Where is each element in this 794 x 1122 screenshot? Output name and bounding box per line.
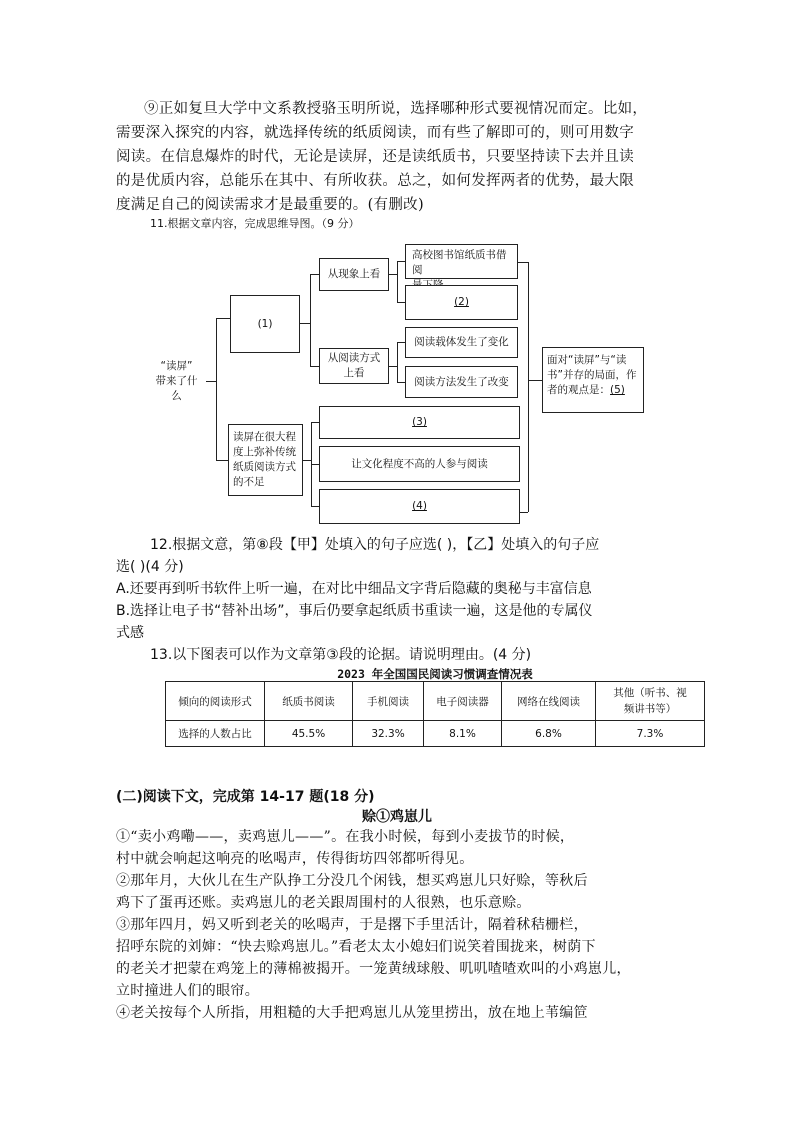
leaf-blank-2 — [405, 285, 518, 320]
leaf-carrier-changed — [405, 327, 518, 358]
leaf-label: 让文化程度不高的人参与阅读 — [351, 457, 488, 470]
table-header-cell: 网络在线阅读 — [502, 682, 596, 721]
paragraph-line: 阅读。在信息爆炸的时代，无论是读屏，还是读纸质书，只要坚持读下去并且读 — [116, 149, 634, 165]
connector — [397, 261, 405, 262]
table-cell: 6.8% — [502, 721, 596, 747]
branch-2-node — [228, 424, 303, 496]
header-line: 频讲书等） — [623, 703, 677, 715]
node-line: 纸质阅读方式 — [233, 461, 296, 473]
blank-label: (3) — [412, 416, 427, 428]
leaf-line: 高校图书馆纸质书借阅 — [412, 249, 507, 276]
survey-table — [165, 681, 705, 747]
connector — [528, 262, 529, 512]
connector — [397, 382, 405, 383]
story-line: ①“卖小鸡嘞——，卖鸡崽儿——”。在我小时候，每到小麦拔节的时候， — [116, 829, 575, 845]
leaf-label: 阅读方法发生了改变 — [414, 375, 509, 388]
blank-label: (5) — [610, 384, 625, 396]
node-line: 书”并存的局面，作 — [547, 369, 637, 381]
blank-label: (4) — [412, 500, 427, 512]
phenomenon-node — [319, 258, 389, 291]
story-line: ②那年月，大伙儿在生产队挣工分没几个闲钱，想买鸡崽儿只好赊，等秋后 — [116, 873, 588, 889]
story-line: 招呼东院的刘婶：“快去赊鸡崽儿。”看老太太小媳妇们说笑着围拢来，树荫下 — [116, 939, 596, 955]
option-a: A.还要再到听书软件上听一遍，在对比中细品文字背后隐藏的奥秘与丰富信息 — [116, 581, 592, 597]
table-row — [166, 721, 705, 747]
table-cell: 32.3% — [353, 721, 424, 747]
mind-map-root — [149, 352, 204, 410]
section-heading: (二)阅读下文，完成第 14-17 题(18 分) — [116, 789, 375, 805]
table-cell: 45.5% — [265, 721, 353, 747]
table-cell: 8.1% — [424, 721, 502, 747]
story-line: ④老关按每个人所指，用粗糙的大手把鸡崽儿从笼里捞出，放在地上苇编笸 — [116, 1005, 588, 1021]
connector — [520, 512, 528, 513]
connector — [311, 422, 319, 423]
node-line: 从阅读方式 — [327, 352, 381, 364]
blank-label: (1) — [257, 317, 273, 330]
table-header-cell: 纸质书阅读 — [265, 682, 353, 721]
root-line: 么 — [171, 389, 182, 402]
story-title: 赊①鸡崽儿 — [362, 809, 432, 825]
branch-1-blank — [230, 295, 300, 353]
question-12-line: 12.根据文意，第⑧段【甲】处填入的句子应选( )，【乙】处填入的句子应 — [150, 537, 600, 553]
table-header-cell: 电子阅读器 — [424, 682, 502, 721]
question-13-label: 13.以下图表可以作为文章第③段的论据。请说明理由。(4 分) — [150, 647, 532, 663]
question-11-label: 11.根据文章内容，完成思维导图。（9 分） — [150, 217, 360, 230]
leaf-label: 阅读载体发生了变化 — [414, 336, 509, 348]
connector — [311, 506, 319, 507]
leaf-blank-3 — [319, 406, 520, 439]
connector — [311, 464, 319, 465]
connector — [389, 366, 397, 367]
table-header-cell: 倾向的阅读形式 — [166, 682, 265, 721]
connector — [300, 323, 310, 324]
node-line: 的不足 — [233, 476, 265, 488]
connector — [216, 460, 228, 461]
connector — [303, 460, 311, 461]
node-line: 上看 — [343, 367, 365, 379]
paragraph-line: 度满足自己的阅读需求才是最重要的。(有删改) — [116, 197, 424, 213]
leaf-method-changed — [405, 366, 518, 398]
table-row — [166, 682, 705, 721]
story-line: 鸡下了蛋再还账。卖鸡崽儿的老关跟周围村的人很熟，也乐意赊。 — [116, 895, 531, 911]
table-cell: 7.3% — [596, 721, 705, 747]
option-b: B.选择让电子书“替补出场”，事后仍要拿起纸质书重读一遍，这是他的专属仪 — [116, 603, 593, 619]
paragraph-line: ⑨正如复旦大学中文系教授骆玉明所说，选择哪种形式要视情况而定。比如， — [144, 101, 648, 117]
connector — [389, 274, 397, 275]
node-label: 从现象上看 — [327, 268, 381, 280]
table-title: 2023 年全国国民阅读习惯调查情况表 — [337, 667, 533, 681]
story-line: 立时撞进人们的眼帘。 — [116, 983, 259, 999]
story-text — [116, 826, 682, 1024]
connector — [518, 262, 528, 263]
connector — [397, 342, 405, 343]
question-12-line: 选( )(4 分) — [116, 559, 184, 575]
connector — [216, 318, 217, 460]
connector — [310, 274, 311, 366]
paragraph-9 — [116, 97, 676, 217]
story-line: 的老关才把蒙在鸡笼上的薄棉被揭开。一笼黄绒球般、叽叽喳喳欢叫的小鸡崽儿， — [116, 961, 631, 977]
option-b-cont: 式感 — [116, 625, 144, 641]
connector — [310, 366, 319, 367]
connector — [397, 302, 405, 303]
connector — [397, 261, 398, 302]
paragraph-line: 需要深入探究的内容，就选择传统的纸质阅读，而有些了解即可的，则可用数字 — [116, 125, 634, 141]
connector — [216, 318, 230, 319]
table-header-cell: 手机阅读 — [353, 682, 424, 721]
table-row-label: 选择的人数占比 — [166, 721, 265, 747]
root-line: “读屏” — [160, 359, 193, 372]
leaf-blank-4 — [319, 489, 520, 524]
header-line: 其他（听书、视 — [613, 687, 687, 699]
story-line: 村中就会响起这响亮的吆喝声，传得街坊四邻都听得见。 — [116, 851, 474, 867]
paragraph-line: 的是优质内容，总能乐在其中、有所收获。总之，如何发挥两者的优势，最大限 — [116, 173, 634, 189]
leaf-library-borrowing — [405, 244, 518, 279]
blank-label: (2) — [454, 296, 469, 308]
table-header-cell — [596, 682, 705, 721]
connector — [528, 380, 542, 381]
story-line: ③那年四月，妈又听到老关的吆喝声，于是撂下手里活计，隔着秫秸栅栏， — [116, 917, 588, 933]
leaf-low-education — [319, 446, 520, 482]
node-line: 者的观点是： — [547, 384, 610, 396]
connector — [310, 274, 319, 275]
connector — [397, 342, 398, 382]
conclusion-node — [542, 347, 644, 413]
node-line: 面对“读屏”与“读 — [547, 354, 627, 366]
root-line: 带来了什 — [155, 374, 198, 387]
connector — [206, 381, 216, 382]
node-line: 读屏在很大程 — [233, 431, 296, 443]
reading-way-node — [319, 348, 389, 384]
node-line: 度上弥补传统 — [233, 446, 296, 458]
